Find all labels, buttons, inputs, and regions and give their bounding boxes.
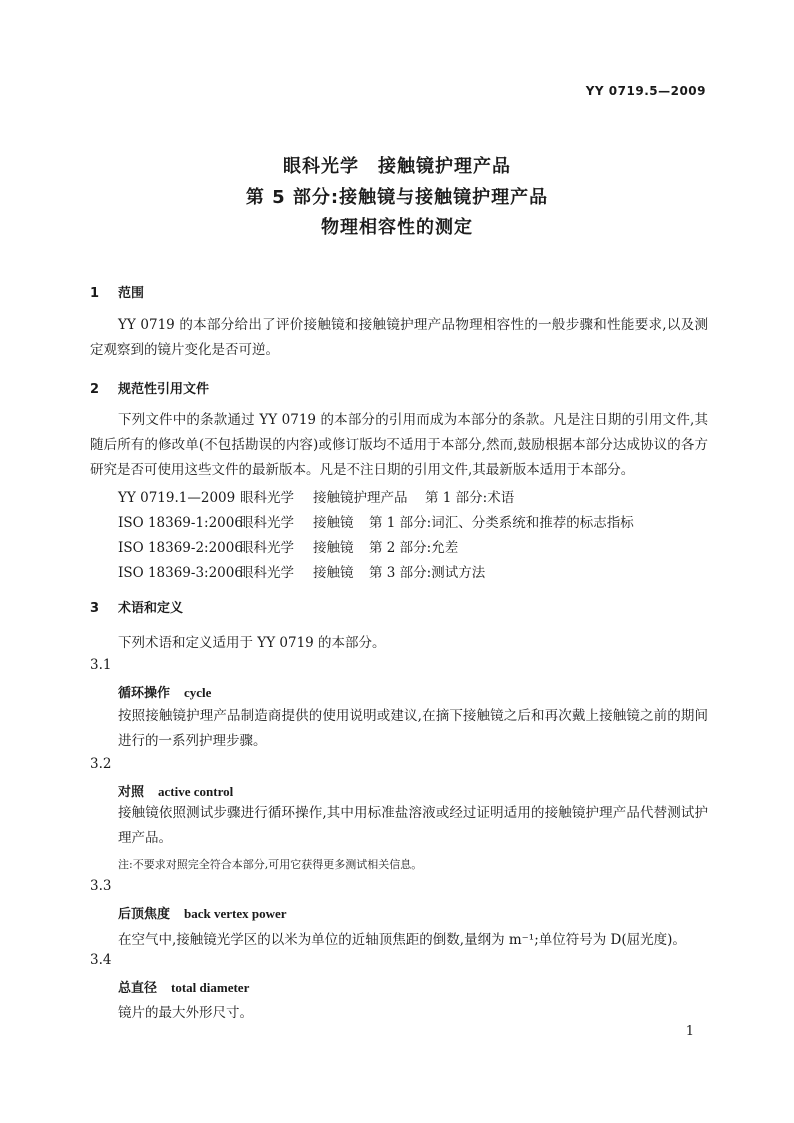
term-chinese: 总直径 — [118, 981, 158, 996]
term-definition: 接触镜依照测试步骤进行循环操作,其中用标准盐溶液或经过证明适用的接触镜护理产品代替测试护理产品。 — [118, 805, 708, 846]
reference-field: 眼科光学 — [240, 540, 294, 556]
clause-number: 3.1 — [90, 657, 112, 673]
reference-subject: 接触镜 — [313, 515, 354, 531]
title-line-1: 眼科光学 接触镜护理产品 — [283, 156, 511, 177]
term-chinese: 循环操作 — [118, 686, 171, 701]
term-chinese: 后顶焦度 — [118, 907, 171, 922]
reference-item — [118, 536, 458, 556]
section-heading-scope — [90, 282, 144, 301]
clause-number: 3.4 — [90, 952, 112, 968]
reference-item — [118, 561, 485, 581]
term-heading — [118, 682, 211, 701]
section-heading-terms-definitions — [90, 597, 183, 616]
scope-paragraph: YY 0719 的本部分给出了评价接触镜和接触镜护理产品物理相容性的一般步骤和性能要求,以及测定观察到的镜片变化是否可逆。 — [90, 317, 708, 358]
section-number: 2 — [90, 382, 100, 397]
reference-code: ISO 18369-1:2006 — [118, 515, 243, 531]
section-number: 1 — [90, 286, 100, 301]
title-line-2: 第 5 部分:接触镜与接触镜护理产品 — [245, 187, 549, 208]
section-title: 术语和定义 — [118, 601, 184, 616]
clause-number: 3.2 — [90, 756, 112, 772]
term-definition: 在空气中,接触镜光学区的以米为单位的近轴顶焦距的倒数,量纲为 m⁻¹;单位符号为 D(屈光度)。 — [118, 932, 686, 948]
term-heading — [118, 903, 287, 922]
reference-part: 第 3 部分:测试方法 — [369, 565, 486, 581]
reference-code: ISO 18369-3:2006 — [118, 565, 243, 581]
term-heading — [118, 781, 233, 800]
standard-number: YY 0719.5—2009 — [585, 84, 706, 98]
section-title: 规范性引用文件 — [118, 382, 210, 397]
reference-field: 眼科光学 — [240, 490, 294, 506]
terms-intro: 下列术语和定义适用于 YY 0719 的本部分。 — [118, 635, 386, 651]
term-english: back vertex power — [184, 906, 287, 921]
term-definition: 按照接触镜护理产品制造商提供的使用说明或建议,在摘下接触镜之后和再次戴上接触镜之前的期间进行的一系列护理步骤。 — [118, 708, 708, 749]
page-number: 1 — [685, 1024, 694, 1039]
references-paragraph: 下列文件中的条款通过 YY 0719 的本部分的引用而成为本部分的条款。凡是注日期的引用文件,其随后所有的修改单(不包括勘误的内容)或修订版均不适用于本部分,然而,鼓励根据本部分达成协议的各方研究是否可使用这些文件的最新版本。凡是不注日期的引用文件,其最新版本适用于本部分。 — [90, 412, 708, 478]
title-line-3: 物理相容性的测定 — [321, 217, 473, 238]
term-english: total diameter — [171, 980, 250, 995]
reference-part: 第 1 部分:词汇、分类系统和推荐的标志指标 — [369, 515, 634, 531]
reference-subject: 接触镜护理产品 — [313, 490, 408, 506]
reference-code: YY 0719.1—2009 — [118, 490, 236, 506]
reference-part: 第 2 部分:允差 — [369, 540, 459, 556]
reference-part: 第 1 部分:术语 — [425, 490, 515, 506]
section-title: 范围 — [118, 286, 145, 301]
section-number: 3 — [90, 601, 100, 616]
note: 注:不要求对照完全符合本部分,可用它获得更多测试相关信息。 — [118, 858, 423, 871]
section-heading-normative-references — [90, 378, 209, 397]
term-english: cycle — [184, 685, 212, 700]
reference-field: 眼科光学 — [240, 565, 294, 581]
reference-item — [118, 511, 634, 531]
reference-item — [118, 486, 514, 506]
reference-subject: 接触镜 — [313, 565, 354, 581]
term-heading — [118, 977, 249, 996]
clause-number: 3.3 — [90, 878, 112, 894]
term-definition: 镜片的最大外形尺寸。 — [118, 1005, 253, 1021]
reference-field: 眼科光学 — [240, 515, 294, 531]
term-chinese: 对照 — [118, 785, 145, 800]
term-english: active control — [158, 784, 234, 799]
reference-code: ISO 18369-2:2006 — [118, 540, 243, 556]
reference-subject: 接触镜 — [313, 540, 354, 556]
